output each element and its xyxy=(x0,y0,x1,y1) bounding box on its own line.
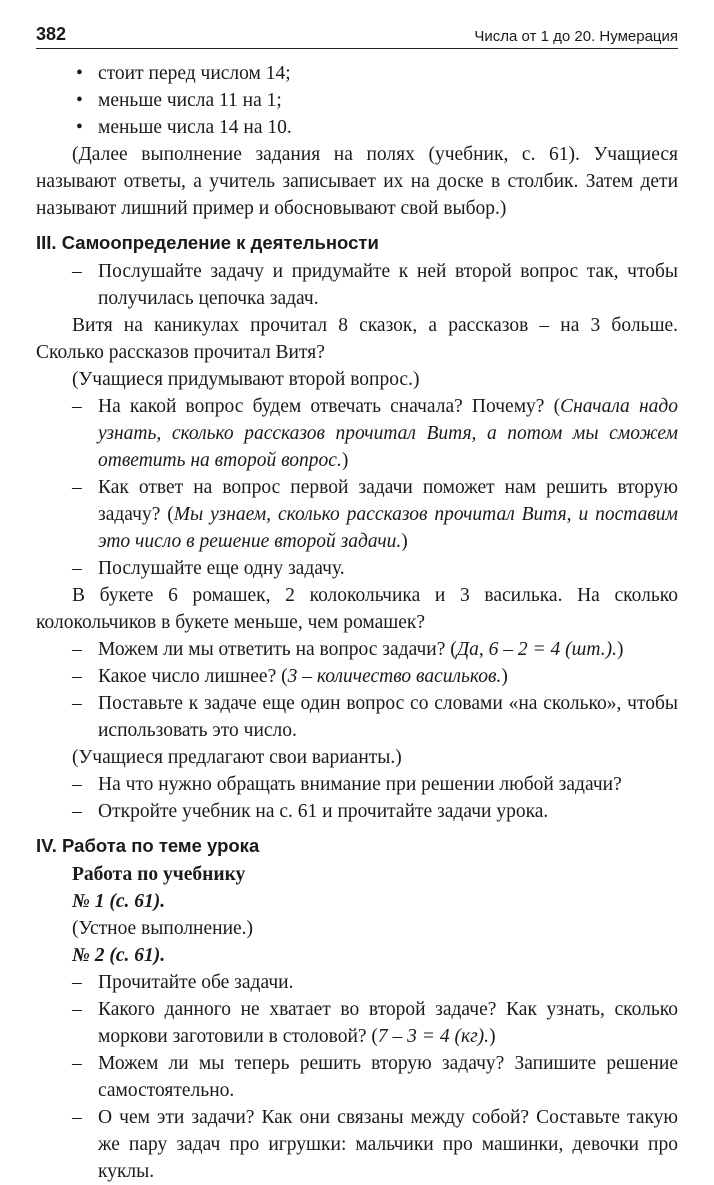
dash-marker: – xyxy=(72,774,82,795)
bullet-marker: • xyxy=(76,63,83,84)
question-text: Можем ли мы ответить на вопрос задачи? ( xyxy=(98,639,457,660)
dialogue-text: Прочитайте обе задачи. xyxy=(98,972,294,993)
dash-marker: – xyxy=(72,261,82,282)
dialogue-text: Послушайте еще одну задачу. xyxy=(98,558,345,579)
dash-marker: – xyxy=(72,666,82,687)
page-number: 382 xyxy=(36,24,67,44)
dash-marker: – xyxy=(72,801,82,822)
dash-marker: – xyxy=(72,396,82,417)
running-title: Числа от 1 до 20. Нумерация xyxy=(474,28,678,45)
bullet-marker: • xyxy=(76,117,83,138)
dialogue-line xyxy=(36,690,678,744)
dialogue-line xyxy=(36,1104,678,1185)
closing-paren: ) xyxy=(489,1026,496,1047)
bullet-item xyxy=(36,114,678,141)
dash-marker: – xyxy=(72,693,82,714)
bullet-text: меньше числа 14 на 10. xyxy=(98,117,292,138)
dash-marker: – xyxy=(72,639,82,660)
paragraph-margin-task: (Далее выполнение задания на полях (учебник, с. 61). Учащиеся называют ответы, а учитель записывает их на доске в столбик. Затем дети называют лишний пример и обосновывают свой выбор.) xyxy=(36,144,678,219)
dialogue-line xyxy=(36,474,678,555)
dialogue-line xyxy=(36,798,678,825)
closing-paren: ) xyxy=(616,639,624,660)
dash-marker: – xyxy=(72,477,82,498)
note-text: (Устное выполнение.) xyxy=(72,918,254,939)
bullet-text: стоит перед числом 14; xyxy=(98,63,291,84)
dialogue-text: О чем эти задачи? Как они связаны между собой? Составьте такую же пару задач про игрушки: мальчики про машинки, девочки про куклы. xyxy=(98,1107,678,1182)
dialogue-line xyxy=(36,1050,678,1104)
subheading: Работа по учебнику xyxy=(72,864,246,885)
exercise-ref: № 1 (с. 61). xyxy=(72,891,166,912)
task-text: Витя на каникулах прочитал 8 сказок, а рассказов – на 3 больше. Сколько рассказов прочитал Витя? xyxy=(36,315,678,363)
exercise-ref: № 2 (с. 61). xyxy=(72,945,166,966)
dialogue-line xyxy=(36,393,678,474)
task-text: В букете 6 ромашек, 2 колокольчика и 3 василька. На сколько колокольчиков в букете меньше, чем ромашек? xyxy=(36,585,678,633)
answer-text: Мы узнаем, сколько рассказов прочитал Витя, и поставим это число в решение второй задачи. xyxy=(98,504,678,552)
dialogue-line xyxy=(36,771,678,798)
closing-paren: ) xyxy=(501,666,508,687)
section-heading-3: III. Самоопределение к деятельности xyxy=(36,232,379,253)
note-text: (Учащиеся предлагают свои варианты.) xyxy=(72,747,402,768)
bullet-text: меньше числа 11 на 1; xyxy=(98,90,282,111)
question-text: Какое число лишнее? ( xyxy=(98,666,288,687)
dialogue-text: Откройте учебник на с. 61 и прочитайте задачи урока. xyxy=(98,801,549,822)
page-content xyxy=(36,60,678,1185)
question-text: Какого данного не хватает во второй задаче? Как узнать, сколько моркови заготовили в столовой? ( xyxy=(98,999,678,1047)
dialogue-text: Послушайте задачу и придумайте к ней второй вопрос так, чтобы получилась цепочка задач. xyxy=(98,261,678,309)
dialogue-line xyxy=(36,663,678,690)
answer-text: 7 – 3 = 4 (кг). xyxy=(377,1026,490,1047)
bullet-marker: • xyxy=(76,90,83,111)
answer-text: 3 – количество васильков. xyxy=(287,666,502,687)
closing-paren: ) xyxy=(341,450,349,471)
note-text: (Учащиеся придумывают второй вопрос.) xyxy=(72,369,420,390)
dialogue-line xyxy=(36,636,678,663)
dialogue-text: Поставьте к задаче еще один вопрос со словами «на сколько», чтобы использовать это число. xyxy=(98,693,678,741)
answer-text: Сначала надо узнать, сколько рассказов прочитал Витя, а потом мы сможем ответить на второй вопрос. xyxy=(98,396,678,471)
question-text: Как ответ на вопрос первой задачи поможет нам решить вторую задачу? ( xyxy=(98,477,678,525)
dialogue-line xyxy=(36,996,678,1050)
dialogue-line xyxy=(36,555,678,582)
dialogue-text: На что нужно обращать внимание при решении любой задачи? xyxy=(98,774,622,795)
bullet-item xyxy=(36,87,678,114)
section-heading-4: IV. Работа по теме урока xyxy=(36,835,260,856)
dash-marker: – xyxy=(72,972,82,993)
dash-marker: – xyxy=(72,1053,82,1074)
dialogue-line xyxy=(36,258,678,312)
dash-marker: – xyxy=(72,1107,82,1128)
dialogue-line xyxy=(36,969,678,996)
page-header xyxy=(36,22,678,49)
dialogue-text: Можем ли мы теперь решить вторую задачу? Запишите решение самостоятельно. xyxy=(98,1053,678,1101)
dash-marker: – xyxy=(72,558,82,579)
bullet-item xyxy=(36,60,678,87)
answer-text: Да, 6 – 2 = 4 (шт.). xyxy=(456,639,617,660)
dash-marker: – xyxy=(72,999,82,1020)
closing-paren: ) xyxy=(401,531,408,552)
question-text: На какой вопрос будем отвечать сначала? Почему? ( xyxy=(98,396,561,417)
